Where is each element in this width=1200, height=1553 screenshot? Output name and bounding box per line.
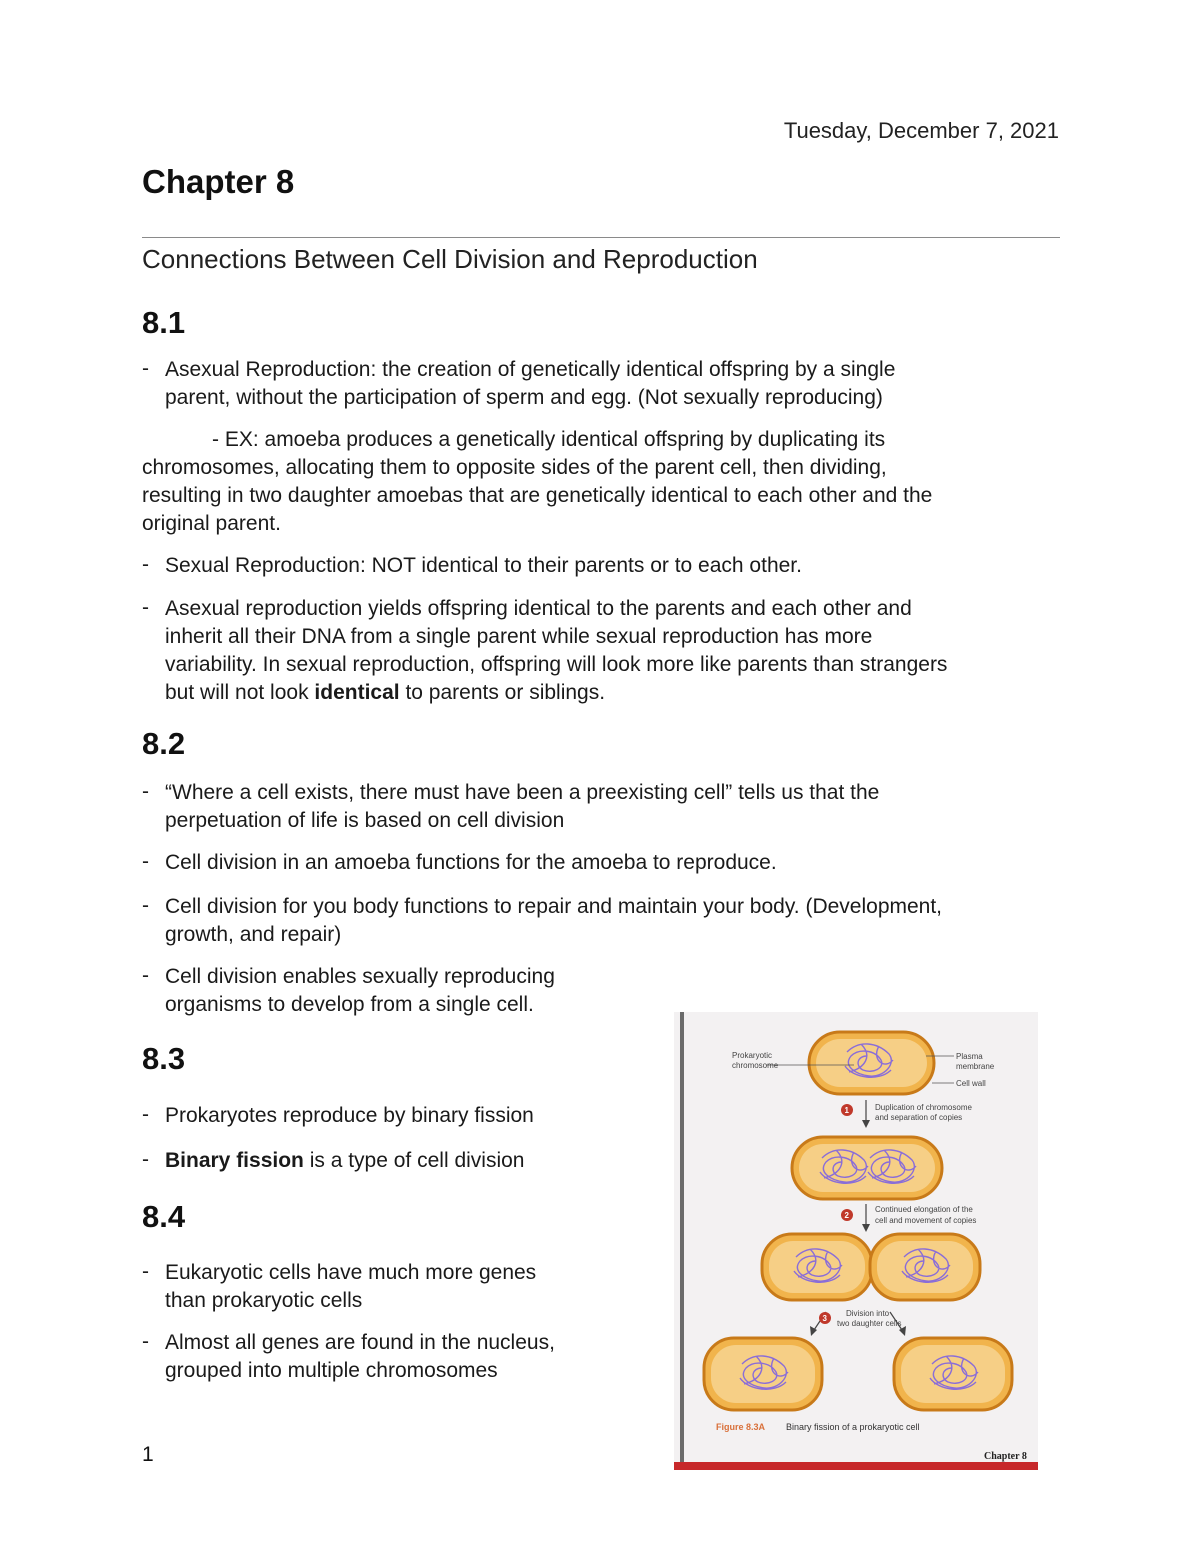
example-line: - EX: amoeba produces a genetically identical offspring by duplicating its — [212, 428, 886, 451]
step-3-text-2: two daughter cells — [837, 1319, 902, 1328]
bullet-body-division: - Cell division for you body functions to repair and maintain your body. (Development, growth, and repair) — [142, 893, 942, 949]
example-line: original parent. — [142, 512, 281, 535]
bullet-amoeba-division: - Cell division in an amoeba functions for the amoeba to reproduce. — [142, 849, 777, 877]
step-3-text: Division into — [846, 1309, 890, 1318]
bullet-line: perpetuation of life is based on cell division — [165, 809, 565, 832]
bullet-line: but will not look identical to parents or siblings. — [165, 681, 606, 704]
example-line: resulting in two daughter amoebas that are genetically identical to each other and the — [142, 484, 933, 507]
bullet-line: organisms to develop from a single cell. — [165, 993, 534, 1016]
binary-fission-figure — [674, 1012, 1038, 1470]
bullet-line: Almost all genes are found in the nucleus, — [165, 1331, 555, 1354]
page-edge-strip — [674, 1462, 1038, 1470]
bullet-line: variability. In sexual reproduction, offspring will look more like parents than strangers — [165, 653, 948, 676]
title-divider — [142, 237, 1060, 238]
bullet-line: inherit all their DNA from a single parent while sexual reproduction has more — [165, 625, 873, 648]
emphasis-binary-fission: Binary fission — [165, 1149, 304, 1172]
page-binding-edge — [680, 1012, 684, 1470]
section-heading-8-3: 8.3 — [142, 1041, 186, 1076]
bullet-line: parent, without the participation of sperm and egg. (Not sexually reproducing) — [165, 386, 883, 409]
bullet-sexual-reproduction: - Sexual Reproduction: NOT identical to their parents or to each other. — [142, 552, 802, 580]
step-2-text-2: cell and movement of copies — [875, 1216, 977, 1225]
section-heading-8-1: 8.1 — [142, 305, 186, 340]
step-1-text: Duplication of chromosome — [875, 1103, 972, 1112]
bullet-line: Eukaryotic cells have much more genes — [165, 1261, 537, 1284]
page-number: 1 — [142, 1443, 154, 1466]
bullet-asexual-definition: - Asexual Reproduction: the creation of genetically identical offspring by a single parent, without the participation of sperm and egg. (Not sexually reproducing) — [142, 356, 895, 412]
bullet-eukaryotic-genes: - Eukaryotic cells have much more genes than prokaryotic cells — [142, 1259, 536, 1315]
label-plasma-membrane: Plasma — [956, 1052, 983, 1061]
bullet-line: Sexual Reproduction: NOT identical to their parents or to each other. — [165, 554, 802, 577]
bullet-binary-fission: - Prokaryotes reproduce by binary fission — [142, 1102, 534, 1130]
figure-number: Figure 8.3A — [716, 1422, 766, 1432]
emphasis-identical: identical — [314, 681, 400, 704]
bullet-line: growth, and repair) — [165, 923, 342, 946]
bullet-line: than prokaryotic cells — [165, 1289, 363, 1312]
step-3-number: 3 — [822, 1314, 827, 1323]
section-heading-8-2: 8.2 — [142, 726, 186, 761]
label-cell-wall: Cell wall — [956, 1079, 986, 1088]
document-date: Tuesday, December 7, 2021 — [783, 118, 1059, 143]
bullet-sexual-development: - Cell division enables sexually reproducing organisms to develop from a single cell. — [142, 963, 555, 1019]
section-heading-8-4: 8.4 — [142, 1199, 186, 1234]
bullet-line: Binary fission is a type of cell division — [165, 1149, 525, 1172]
bullet-asexual-vs-sexual: - Asexual reproduction yields offspring identical to the parents and each other and inherit all their DNA from a single parent while sexual reproduction has more variability. In sexual reproduction, offspring will look more like parents than strangers but will not look identical to parents or siblings. — [142, 595, 947, 707]
bullet-binary-fission-type: - Binary fission is a type of cell division — [142, 1147, 524, 1175]
label-prokaryotic-chromosome-2: chromosome — [732, 1061, 779, 1070]
bullet-line: Asexual Reproduction: the creation of genetically identical offspring by a single — [165, 358, 896, 381]
bullet-preexisting-cell: - “Where a cell exists, there must have been a preexisting cell” tells us that the perpetuation of life is based on cell division — [142, 779, 879, 835]
bullet-line: grouped into multiple chromosomes — [165, 1359, 498, 1382]
chapter-title: Chapter 8 — [142, 163, 295, 200]
bullet-line: Cell division in an amoeba functions for the amoeba to reproduce. — [165, 851, 777, 874]
bullet-line: “Where a cell exists, there must have been a preexisting cell” tells us that the — [165, 781, 880, 804]
chapter-subtitle: Connections Between Cell Division and Reproduction — [142, 244, 758, 274]
figure-book-footer: Chapter 8 — [984, 1451, 1027, 1462]
bullet-line: Asexual reproduction yields offspring identical to the parents and each other and — [165, 597, 912, 620]
bullet-line: Prokaryotes reproduce by binary fission — [165, 1104, 534, 1127]
example-line: chromosomes, allocating them to opposite sides of the parent cell, then dividing, — [142, 456, 887, 479]
label-plasma-membrane-2: membrane — [956, 1062, 995, 1071]
step-1-number: 1 — [844, 1106, 849, 1115]
bullet-line: Cell division for you body functions to repair and maintain your body. (Development, — [165, 895, 943, 918]
binary-fission-illustration — [674, 1012, 1038, 1470]
bullet-nucleus-genes: - Almost all genes are found in the nucleus, grouped into multiple chromosomes — [142, 1329, 555, 1385]
bullet-line: Cell division enables sexually reproducing — [165, 965, 555, 988]
step-2-number: 2 — [844, 1211, 849, 1220]
figure-caption: Binary fission of a prokaryotic cell — [786, 1422, 920, 1432]
step-2-text: Continued elongation of the — [875, 1205, 973, 1214]
example-paragraph — [142, 426, 932, 538]
step-1-text-2: and separation of copies — [875, 1113, 963, 1122]
label-prokaryotic-chromosome: Prokaryotic — [732, 1051, 773, 1060]
